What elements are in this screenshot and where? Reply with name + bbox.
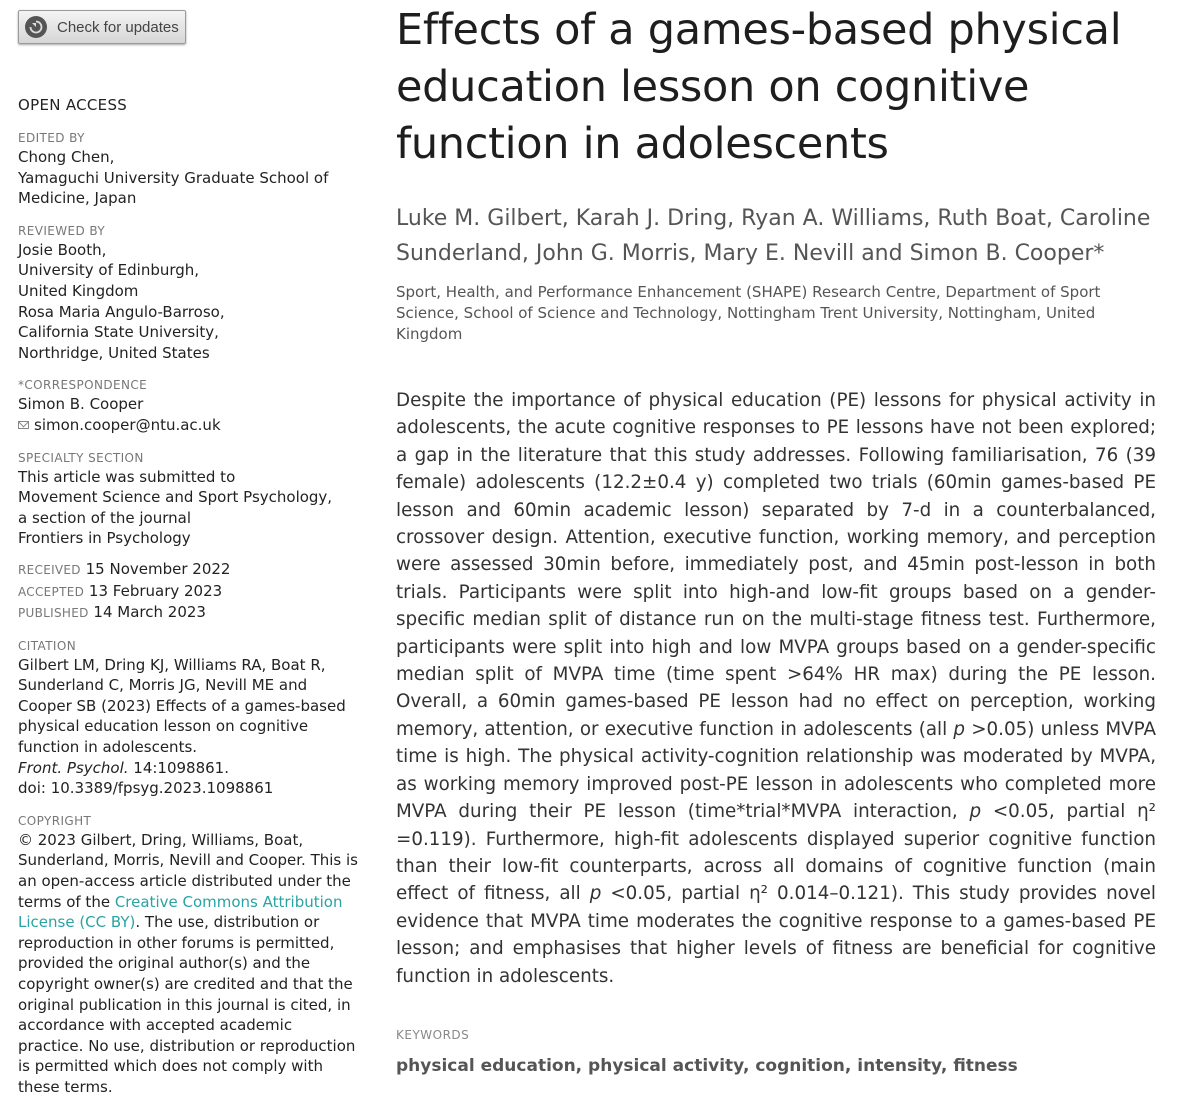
abstract-part: >0.05) unless MVPA time is high. The physical activity-cognition relationship was moderated by MVPA, as working memory improved post-PE lesson in adolescents who completed more MVPA during their PE lesson (time*trial*MVPA interaction, <box>396 718 1156 823</box>
accepted-label: ACCEPTED <box>18 584 85 599</box>
cc-by-license-link[interactable]: Creative Commons Attribution License (CC BY) <box>18 892 343 932</box>
article-title: Effects of a games-based physical education lesson on cognitive function in adolescents <box>396 5 1122 169</box>
reviewer-line: Josie Booth, <box>18 240 107 259</box>
specialty-line: This article was submitted to <box>18 467 236 486</box>
keywords-heading: KEYWORDS <box>396 1027 470 1042</box>
citation-journal: Front. Psychol. <box>18 758 129 777</box>
keywords-list: physical education, physical activity, cognition, intensity, fitness <box>396 1055 1018 1076</box>
p-value-symbol: p <box>969 801 982 823</box>
correspondence-name: Simon B. Cooper <box>18 395 144 414</box>
citation-body: Gilbert LM, Dring KJ, Williams RA, Boat R, Sunderland C, Morris JG, Nevill ME and Cooper SB (2023) Effects of a games-based physical education lesson on cognitive function in adolescents. <box>18 655 346 757</box>
article-sidebar <box>18 10 358 1098</box>
article-authors: Luke M. Gilbert, Karah J. Dring, Ryan A. Williams, Ruth Boat, Caroline Sunderland, John G. Morris, Mary E. Nevill and Simon B. Cooper* <box>396 206 1151 266</box>
specialty-section-heading: SPECIALTY SECTION <box>18 450 144 465</box>
specialty-line: a section of the journal <box>18 508 191 527</box>
published-label: PUBLISHED <box>18 606 89 621</box>
reviewer-line: Northridge, United States <box>18 343 210 362</box>
p-value-symbol: p <box>953 718 966 740</box>
citation-volume: 14:1098861. <box>128 758 229 777</box>
citation-doi[interactable]: doi: 10.3389/fpsyg.2023.1098861 <box>18 779 274 798</box>
reviewed-by-heading: REVIEWED BY <box>18 223 106 238</box>
received-date-row <box>18 559 358 581</box>
abstract-part: Despite the importance of physical education (PE) lessons for physical activity in adolescents, the acute cognitive responses to PE lessons have not been explored; a gap in the literature that this study addresses. Following familiarisation, 76 (39 female) adolescents (12.2±0.4 y) completed two trials (60min games-based PE lesson and 60min academic lesson) separated by 7-d in a counterbalanced, crossover design. Attention, executive function, working memory, and perception were assessed 30min before, immediately post, and 45min post-lesson in both trials. Participants were split into high-and low-fit groups based on a gender-specific median split of distance run on the multi-stage fitness test. Furthermore, participants were split into high and low MVPA groups based on a gender-specific median split of MVPA time (time spent >64% HR max) during the PE lesson. Overall, a 60min games-based PE lesson had no effect on perception, working memory, attention, or executive function in adolescents (all <box>396 390 1156 740</box>
accepted-date: 13 February 2023 <box>88 581 223 600</box>
abstract-text <box>396 387 1156 990</box>
p-value-symbol: p <box>589 883 602 905</box>
editor-name: Chong Chen, <box>18 148 115 166</box>
reviewer-line: California State University, <box>18 323 219 342</box>
correspondence-email-link[interactable]: simon.cooper@ntu.ac.uk <box>34 415 221 434</box>
editor-affiliation-line: Medicine, Japan <box>18 189 137 208</box>
envelope-icon <box>18 421 29 429</box>
correspondence-heading: *CORRESPONDENCE <box>18 378 148 393</box>
specialty-line: Movement Science and Sport Psychology, <box>18 488 333 507</box>
reviewer-line: University of Edinburgh, <box>18 261 200 280</box>
article-dates <box>18 559 358 624</box>
author-affiliation: Sport, Health, and Performance Enhancement (SHAPE) Research Centre, Department of Sport Science, School of Science and Technology, Nottingham Trent University, Nottingham, United Kingdom <box>396 283 1101 343</box>
abstract-part: <0.05, partial η² =0.119). Furthermore, high-fit adolescents displayed superior cognitive function than their low-fit counterparts, across all domains of cognitive function (main effect of fitness, all <box>396 801 1156 905</box>
reviewer-line: United Kingdom <box>18 281 139 300</box>
correspondence-email-row <box>18 415 358 436</box>
received-date: 15 November 2022 <box>85 559 231 578</box>
specialty-line: Frontiers in Psychology <box>18 529 191 548</box>
published-date-row <box>18 602 358 624</box>
abstract-part: <0.05, partial η² 0.014–0.121). This study provides novel evidence that MVPA time moderates the cognitive response to a games-based PE lesson; and emphasises that higher levels of fitness are beneficial for cognitive function in adolescents. <box>396 883 1156 987</box>
published-date: 14 March 2023 <box>93 603 206 622</box>
check-for-updates-label: Check for updates <box>57 18 179 36</box>
received-label: RECEIVED <box>18 562 81 577</box>
copyright-text-start: © 2023 Gilbert, Dring, Williams, Boat, Sunderland, Morris, Nevill and Cooper. This is an open-access article distributed under the terms of the <box>18 830 358 911</box>
accepted-date-row <box>18 581 358 603</box>
article-main <box>396 0 1156 1076</box>
open-access-label: OPEN ACCESS <box>18 96 128 114</box>
citation-heading: CITATION <box>18 638 77 653</box>
citation-text <box>18 655 358 799</box>
copyright-heading: COPYRIGHT <box>18 813 92 828</box>
update-badge-icon <box>25 16 47 38</box>
copyright-text <box>18 830 358 1098</box>
editor-affiliation-line: Yamaguchi University Graduate School of <box>18 168 329 187</box>
edited-by-heading: EDITED BY <box>18 131 85 145</box>
reviewer-line: Rosa Maria Angulo-Barroso, <box>18 302 225 321</box>
copyright-text-end: . The use, distribution or reproduction in other forums is permitted, provided the original author(s) and the copyright owner(s) are credited and that the original publication in this journal is cited, in accordance with accepted academic practice. No use, distribution or reproduction is permitted which does not comply with these terms. <box>18 913 356 1096</box>
check-for-updates-button[interactable] <box>18 10 186 44</box>
